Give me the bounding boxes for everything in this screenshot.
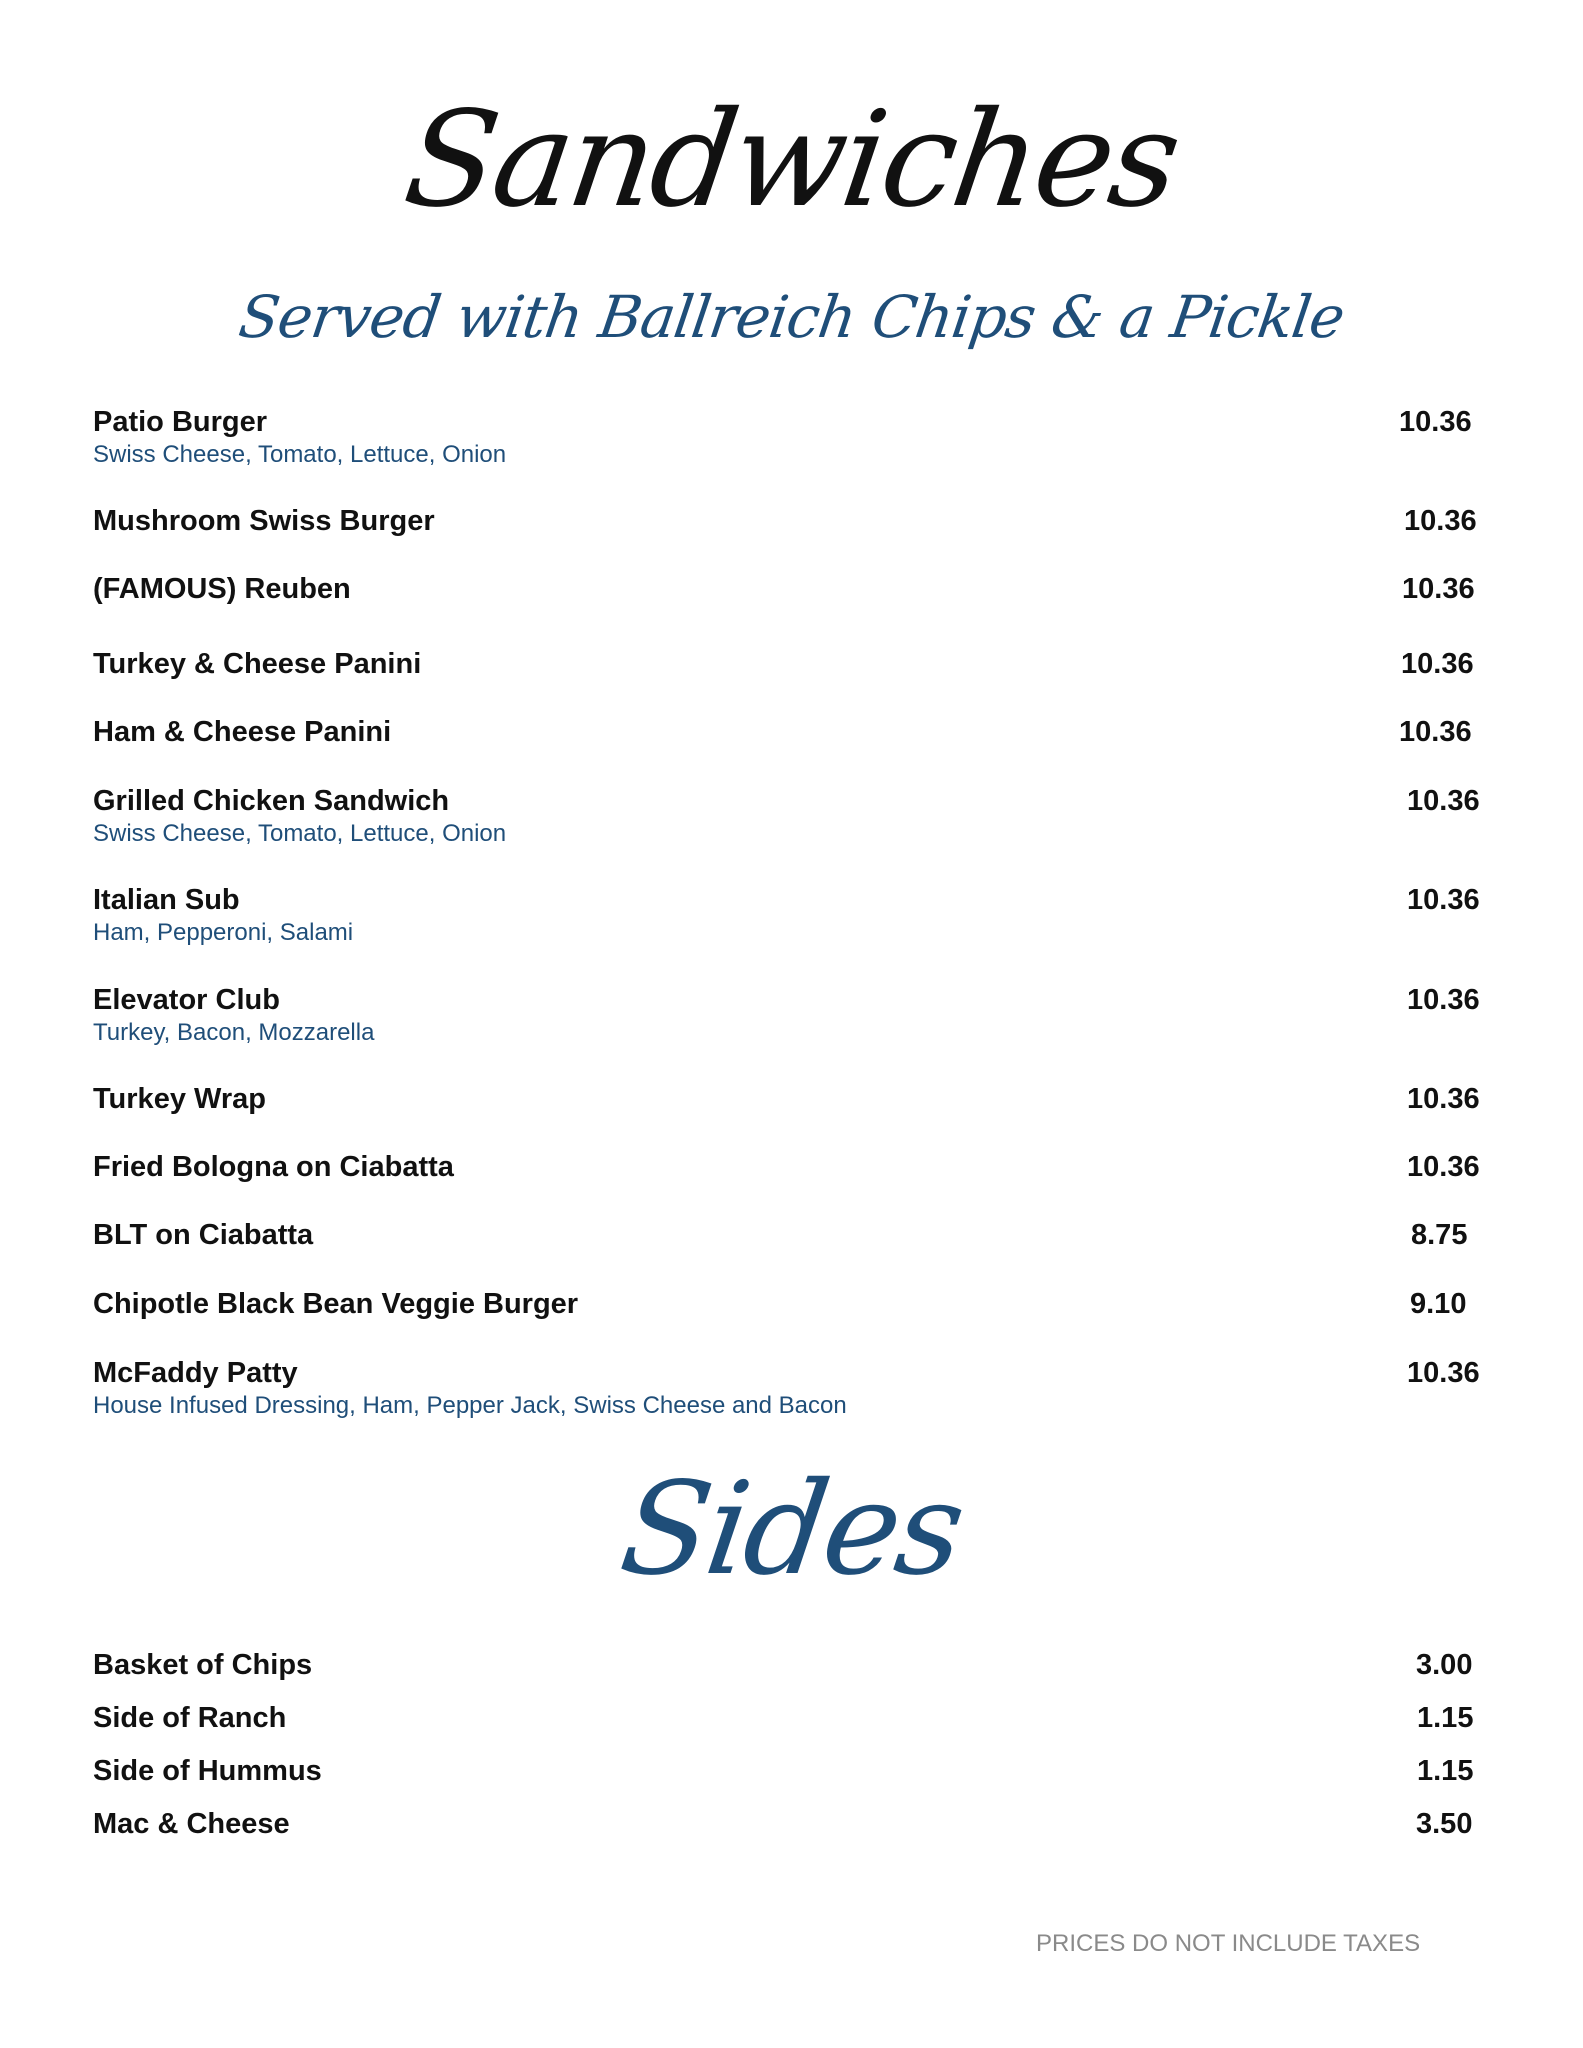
item-price: 10.36 — [1407, 1083, 1480, 1115]
item-name: Elevator Club — [93, 984, 280, 1016]
menu-item-chipotle-veggie-burger — [93, 1286, 1493, 1322]
item-name: Patio Burger — [93, 406, 268, 438]
side-item-ranch — [93, 1700, 1493, 1736]
item-name: Mushroom Swiss Burger — [93, 505, 435, 537]
sides-title: Sides — [612, 1455, 971, 1604]
menu-item-ham-cheese-panini — [93, 714, 1493, 750]
item-name: BLT on Ciabatta — [93, 1219, 314, 1251]
item-description: Turkey, Bacon, Mozzarella — [93, 1019, 375, 1046]
page-title: Sandwiches — [396, 83, 1187, 237]
side-item-mac-cheese — [93, 1806, 1493, 1842]
item-name: Chipotle Black Bean Veggie Burger — [93, 1288, 579, 1320]
tax-disclaimer: PRICES DO NOT INCLUDE TAXES — [1036, 1930, 1421, 1957]
item-name: Basket of Chips — [93, 1649, 313, 1681]
item-price: 10.36 — [1402, 573, 1475, 605]
item-price: 10.36 — [1399, 716, 1472, 748]
menu-item-grilled-chicken-sandwich — [93, 783, 1493, 849]
item-price: 3.50 — [1416, 1808, 1473, 1840]
item-name: Turkey & Cheese Panini — [93, 648, 422, 680]
page-subtitle: Served with Ballreich Chips & a Pickle — [234, 283, 1349, 351]
item-name: Side of Ranch — [93, 1702, 287, 1734]
item-price: 10.36 — [1407, 1357, 1480, 1389]
menu-item-turkey-cheese-panini — [93, 646, 1493, 682]
item-price: 10.36 — [1407, 785, 1480, 817]
item-name: (FAMOUS) Reuben — [93, 573, 351, 605]
menu-item-fried-bologna — [93, 1149, 1493, 1185]
item-description: House Infused Dressing, Ham, Pepper Jack, Swiss Cheese and Bacon — [93, 1392, 847, 1419]
item-name: McFaddy Patty — [93, 1357, 298, 1389]
item-price: 1.15 — [1417, 1755, 1474, 1787]
menu-item-blt-ciabatta — [93, 1217, 1493, 1253]
menu-item-italian-sub — [93, 882, 1493, 948]
menu-item-mcfaddy-patty — [93, 1355, 1493, 1421]
item-name: Mac & Cheese — [93, 1808, 290, 1840]
item-name: Turkey Wrap — [93, 1083, 266, 1115]
item-name: Side of Hummus — [93, 1755, 322, 1787]
item-price: 3.00 — [1416, 1649, 1473, 1681]
side-item-hummus — [93, 1753, 1493, 1789]
menu-item-patio-burger — [93, 404, 1493, 470]
item-name: Grilled Chicken Sandwich — [93, 785, 450, 817]
item-name: Ham & Cheese Panini — [93, 716, 392, 748]
item-price: 10.36 — [1399, 406, 1472, 438]
menu-item-famous-reuben — [93, 571, 1493, 607]
side-item-basket-of-chips — [93, 1647, 1493, 1683]
item-price: 9.10 — [1410, 1288, 1467, 1320]
menu-item-mushroom-swiss-burger — [93, 503, 1493, 539]
item-name: Italian Sub — [93, 884, 240, 916]
item-name: Fried Bologna on Ciabatta — [93, 1151, 454, 1183]
item-price: 10.36 — [1407, 884, 1480, 916]
menu-item-elevator-club — [93, 982, 1493, 1048]
item-price: 8.75 — [1411, 1219, 1468, 1251]
item-price: 10.36 — [1401, 648, 1474, 680]
menu-item-turkey-wrap — [93, 1081, 1493, 1117]
item-description: Swiss Cheese, Tomato, Lettuce, Onion — [93, 441, 507, 468]
item-price: 1.15 — [1417, 1702, 1474, 1734]
item-description: Swiss Cheese, Tomato, Lettuce, Onion — [93, 820, 507, 847]
item-price: 10.36 — [1407, 984, 1480, 1016]
item-price: 10.36 — [1407, 1151, 1480, 1183]
item-description: Ham, Pepperoni, Salami — [93, 919, 354, 946]
item-price: 10.36 — [1404, 505, 1477, 537]
